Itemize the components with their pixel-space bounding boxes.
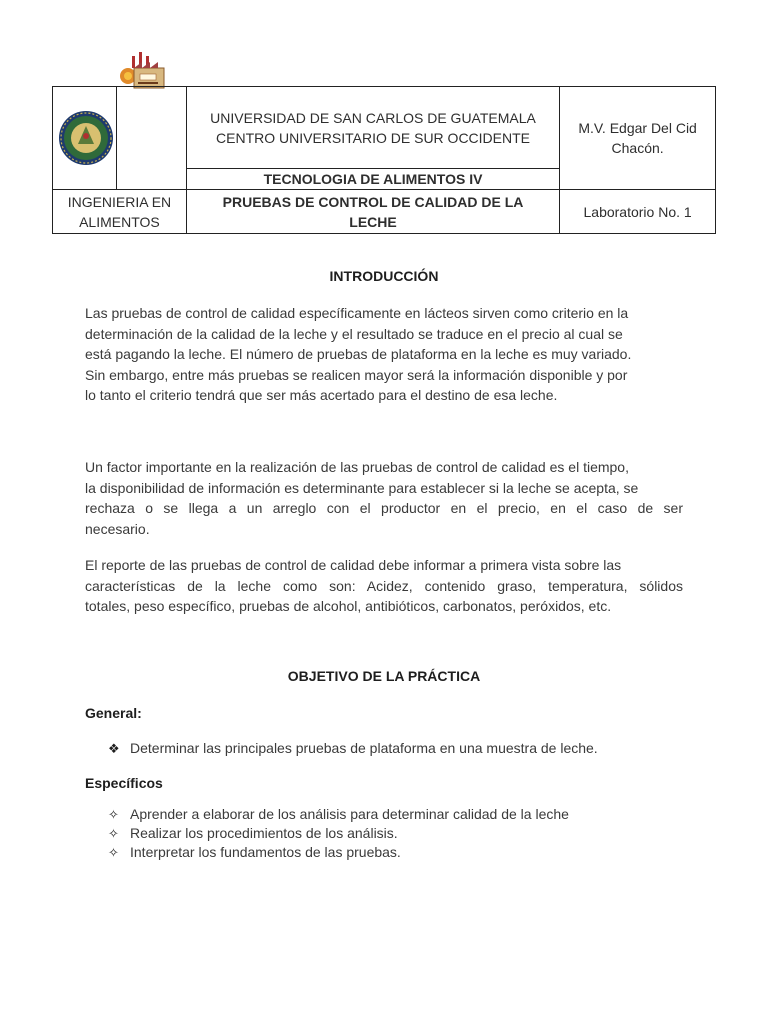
text-line: rechaza o se llega a un arreglo con el productor en el precio, en el caso de ser (85, 500, 683, 516)
practice-title-cell (186, 190, 559, 234)
text-line: lo tanto el criterio tendrá que ser más acertado para el destino de esa leche. (85, 387, 558, 403)
outline-diamond-bullet-icon: ✧ (108, 845, 119, 860)
intro-paragraph-3 (85, 555, 683, 617)
text-line: determinación de la calidad de la leche y el resultado se traduce en el precio al cual se (85, 325, 623, 342)
text-line: Sin embargo, entre más pruebas se realicen mayor será la información disponible y por (85, 366, 628, 383)
text-line: la disponibilidad de información es determinante para establecer si la leche se acepta, se (85, 479, 639, 496)
text-line: características de la leche como son: Acidez, contenido graso, temperatura, sólidos (85, 577, 683, 594)
practice-title-line2: LECHE (349, 213, 397, 230)
general-item-text: Determinar las principales pruebas de plataforma en una muestra de leche. (130, 740, 598, 756)
lab-number: Laboratorio No. 1 (560, 190, 716, 234)
practice-title-line1: PRUEBAS DE CONTROL DE CALIDAD DE LA (222, 193, 524, 210)
general-label: General: (85, 705, 142, 721)
text-line: necesario. (85, 520, 150, 537)
text-line: totales, peso específico, pruebas de alcohol, antibióticos, carbonatos, peróxidos, etc. (85, 598, 612, 614)
course-title: TECNOLOGIA DE ALIMENTOS IV (186, 169, 559, 190)
intro-heading: INTRODUCCIÓN (329, 268, 439, 284)
diamond-bullet-icon: ❖ (108, 741, 120, 756)
text-line: Las pruebas de control de calidad específicamente en lácteos sirven como criterio en la (85, 305, 629, 321)
program-cell (53, 190, 187, 234)
header-table (52, 86, 716, 234)
university-cell (186, 87, 559, 169)
instructor-line2: Chacón. (611, 140, 664, 156)
specific-item (108, 844, 401, 861)
center-name: CENTRO UNIVERSITARIO DE SUR OCCIDENTE (216, 129, 531, 146)
specific-item (108, 825, 398, 842)
objective-heading: OBJETIVO DE LA PRÁCTICA (287, 668, 481, 684)
specific-item-text: Aprender a elaborar de los análisis para determinar calidad de la leche (130, 806, 569, 822)
intro-paragraph-1 (85, 303, 683, 406)
specific-label: Específicos (85, 775, 163, 791)
outline-diamond-bullet-icon: ✧ (108, 826, 119, 841)
program-line1: INGENIERIA EN (67, 193, 172, 210)
logo-cell (116, 87, 186, 190)
general-item (108, 740, 598, 757)
specific-item-text: Interpretar los fundamentos de las pruebas. (130, 844, 401, 860)
specific-item-text: Realizar los procedimientos de los análisis. (130, 825, 398, 841)
instructor-line1: M.V. Edgar Del Cid (578, 120, 697, 136)
text-line: está pagando la leche. El número de pruebas de plataforma en la leche es muy variado. (85, 346, 632, 362)
specific-item (108, 806, 569, 823)
instructor-cell (560, 87, 716, 190)
program-line2: ALIMENTOS (79, 213, 160, 230)
text-line: Un factor importante en la realización de las pruebas de control de calidad es el tiempo, (85, 459, 629, 475)
outline-diamond-bullet-icon: ✧ (108, 807, 119, 822)
university-seal-icon (58, 110, 114, 166)
intro-paragraph-2 (85, 457, 683, 539)
text-line: El reporte de las pruebas de control de calidad debe informar a primera vista sobre las (85, 557, 622, 573)
university-name: UNIVERSIDAD DE SAN CARLOS DE GUATEMALA (210, 109, 536, 126)
